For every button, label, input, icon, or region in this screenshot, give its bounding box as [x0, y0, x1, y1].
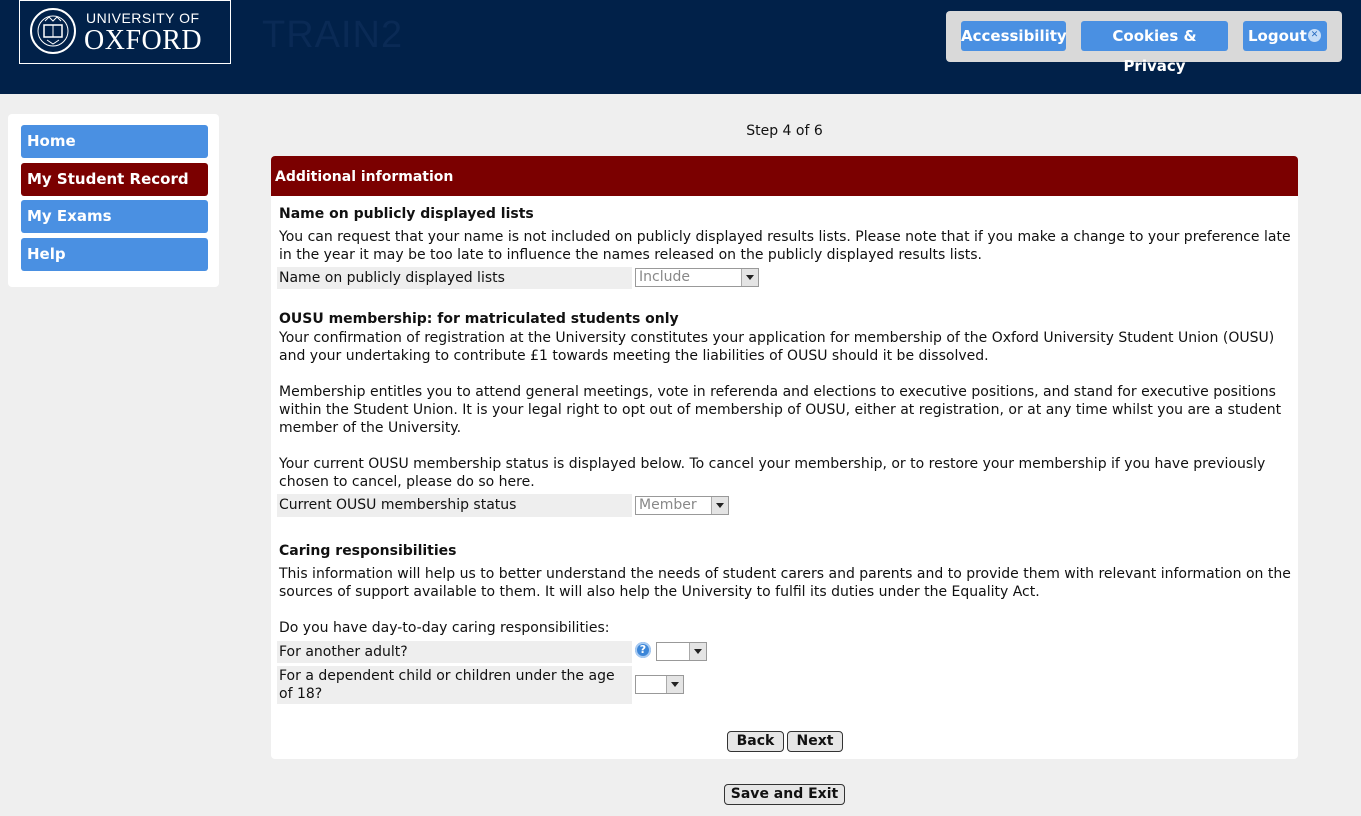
logout-label: Logout: [1248, 27, 1307, 45]
accessibility-button[interactable]: Accessibility: [961, 21, 1066, 51]
next-button[interactable]: Next: [787, 731, 843, 752]
back-button[interactable]: Back: [727, 731, 784, 752]
ousu-status-select-value: Member: [639, 497, 697, 513]
section-text-ousu-1: Your confirmation of registration at the University constitutes your application for membership of the Oxford University Student Union (OUSU) and your undertaking to contribute £1 towards meeting the liabilities of OUSU should it be dissolved.: [279, 330, 1275, 364]
logo-text-large: OXFORD: [84, 25, 203, 56]
save-and-exit-button[interactable]: Save and Exit: [724, 784, 845, 805]
help-icon[interactable]: ?: [635, 642, 651, 658]
header-actions: [946, 11, 1342, 75]
university-logo[interactable]: [19, 0, 231, 64]
cookies-privacy-button[interactable]: Cookies & Privacy: [1081, 21, 1228, 51]
page-header: [0, 0, 1361, 94]
logo-text-small: UNIVERSITY OF: [86, 10, 200, 26]
step-indicator: Step 4 of 6: [746, 123, 823, 139]
sidebar-item-help[interactable]: Help: [21, 238, 208, 271]
public-lists-select[interactable]: [635, 268, 759, 287]
field-label-public-lists: Name on publicly displayed lists: [277, 267, 632, 289]
section-text-caring: This information will help us to better understand the needs of student carers and parents and to provide them with relevant information on the sources of support available to them. It will also help the University to fulfil its duties under the Equality Act.: [279, 566, 1291, 600]
section-text-ousu-2: Membership entitles you to attend general meetings, vote in referenda and elections to executive positions, and stand for executive positions within the Student Union. It is your legal right to opt out of membership of OUSU, either at registration, or at any time whilst you are a student member of the University.: [279, 384, 1282, 436]
logout-button[interactable]: [1243, 21, 1327, 51]
sidebar-item-my-student-record[interactable]: My Student Record: [21, 163, 208, 196]
sidebar-item-home[interactable]: Home: [21, 125, 208, 158]
public-lists-select-value: Include: [639, 269, 690, 285]
environment-name: TRAIN2: [262, 14, 404, 56]
section-title-ousu: OUSU membership: for matriculated students only: [279, 311, 679, 327]
close-icon: ✕: [1308, 29, 1321, 42]
sidebar-item-my-exams[interactable]: My Exams: [21, 200, 208, 233]
sidebar-nav: [8, 114, 219, 287]
additional-information-panel: [271, 156, 1298, 759]
panel-title: Additional information: [271, 156, 1298, 196]
section-text-ousu-3: Your current OUSU membership status is displayed below. To cancel your membership, or to restore your membership if you have previously chosen to cancel, please do so here.: [279, 456, 1266, 490]
caring-question: Do you have day-to-day caring responsibilities:: [279, 620, 610, 636]
field-label-ousu-status: Current OUSU membership status: [277, 494, 632, 517]
section-title-public-lists: Name on publicly displayed lists: [279, 206, 534, 222]
section-text-public-lists: You can request that your name is not included on publicly displayed results lists. Please note that if you make a change to your preference late in the year it may be too late to influence the names released on the publicly displayed results lists.: [279, 229, 1291, 263]
chevron-down-icon: [666, 676, 683, 693]
chevron-down-icon: [741, 269, 758, 286]
another-adult-select[interactable]: [656, 642, 707, 661]
field-label-dependent-child: For a dependent child or children under the age of 18?: [277, 666, 632, 704]
dependent-child-select[interactable]: [635, 675, 684, 694]
ousu-status-select[interactable]: [635, 496, 729, 515]
chevron-down-icon: [711, 497, 728, 514]
section-title-caring: Caring responsibilities: [279, 543, 457, 559]
oxford-crest-icon: [29, 7, 77, 55]
field-label-another-adult: For another adult?: [277, 641, 632, 663]
chevron-down-icon: [689, 643, 706, 660]
